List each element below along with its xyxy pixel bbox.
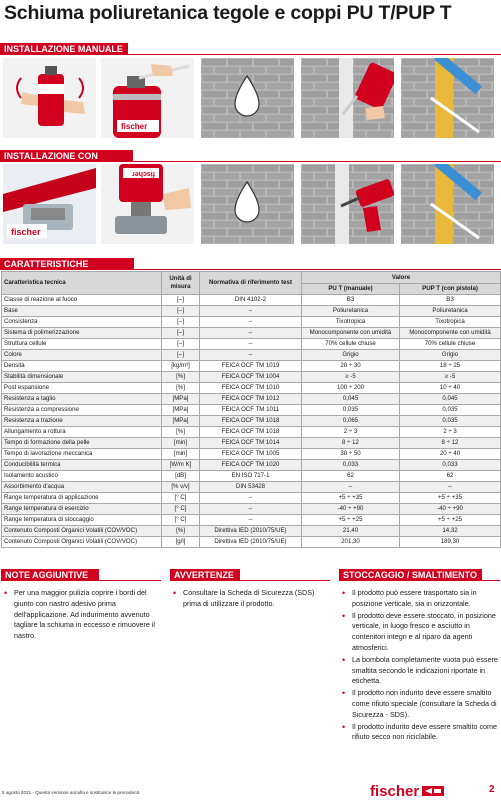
cell-unit: [° C] [162, 515, 200, 526]
cell-property: Assorbimento d'acqua [2, 482, 162, 493]
table-row [2, 493, 501, 504]
cell-property: Resistenza a taglio [2, 394, 162, 405]
cell-unit: [W/m K] [162, 460, 200, 471]
table-row [2, 405, 501, 416]
table-row [2, 350, 501, 361]
table-row [2, 383, 501, 394]
header-property: Caratteristica tecnica [2, 272, 162, 295]
cell-pup: 18 ÷ 25 [400, 361, 501, 372]
notes-list [4, 588, 162, 643]
cell-pu: 2 ÷ 3 [302, 427, 400, 438]
cell-pup: 20 ÷ 40 [400, 449, 501, 460]
cell-pup: -40 ÷ +90 [400, 504, 501, 515]
gun-step-5-cut-excess [401, 164, 494, 244]
header-manual: PU T (manuale) [302, 284, 400, 295]
cell-pu: 8 ÷ 12 [302, 438, 400, 449]
cell-pup: 2 ÷ 3 [400, 427, 501, 438]
logo-text: fischer [370, 783, 420, 799]
cell-unit: [min] [162, 449, 200, 460]
gun-step-2-screw-can [101, 164, 194, 244]
gun-step-3-wet-surface [201, 164, 294, 244]
cell-property: Range temperatura di esercizio [2, 504, 162, 515]
section-header-specs [0, 258, 501, 270]
cell-property: Range temperatura di applicazione [2, 493, 162, 504]
cell-unit: [–] [162, 295, 200, 306]
cell-unit: [%] [162, 383, 200, 394]
cell-standard: DIN 53428 [200, 482, 302, 493]
section-label-specs: CARATTERISTICHE [0, 258, 134, 270]
table-row [2, 339, 501, 350]
cell-standard: – [200, 493, 302, 504]
cell-unit: [MPa] [162, 405, 200, 416]
cell-property: Post espansione [2, 383, 162, 394]
storage-title: STOCCAGGIO / SMALTIMENTO [339, 569, 482, 581]
cell-property: Conducibilità termica [2, 460, 162, 471]
cell-unit: [° C] [162, 493, 200, 504]
cell-pup: Monocomponente con umidità [400, 328, 501, 339]
list-item: • Il prodotto può essere trasportato sia in posizione verticale, sia in orizzontale. [342, 588, 499, 610]
cell-unit: [–] [162, 328, 200, 339]
cell-standard: DIN 4102-2 [200, 295, 302, 306]
list-item: • Il prodotto indurito deve essere smaltito come rifiuto secco non riciclabile. [342, 722, 499, 744]
cell-standard: FEICA OCF TM 1018 [200, 416, 302, 427]
section-label-gun: INSTALLAZIONE CON [0, 150, 133, 162]
section-header-manual [0, 43, 501, 55]
cell-standard: Direttiva IED (2010/75/UE) [200, 526, 302, 537]
cell-pu: 0,035 [302, 405, 400, 416]
cell-unit: [–] [162, 350, 200, 361]
cell-pup: 189,30 [400, 537, 501, 548]
fischer-logo [370, 783, 448, 799]
cell-property: Resistenza a compressione [2, 405, 162, 416]
cell-property: Contenuto Composti Organici Volatili (COV/VOC) [2, 537, 162, 548]
page-title: Schiuma poliuretanica tegole e coppi PU T/PUP T [4, 2, 452, 24]
table-row [2, 372, 501, 383]
manual-step-1-shake-can [3, 58, 96, 138]
table-row [2, 295, 501, 306]
cell-standard: – [200, 317, 302, 328]
manual-step-4-fill-joint [301, 58, 394, 138]
notes-header [1, 569, 161, 581]
cell-pup: B3 [400, 295, 501, 306]
cell-pu: 201,30 [302, 537, 400, 548]
cell-pup: 0,033 [400, 460, 501, 471]
cell-standard: – [200, 504, 302, 515]
cell-pu: 21,40 [302, 526, 400, 537]
list-item: • Il prodotto deve essere stoccato, in posizione verticale, in luogo fresco e asciutto in contenitori integri e al riparo da agenti atmosferici. [342, 611, 499, 654]
cell-pu: +5 ÷ +25 [302, 515, 400, 526]
notes-title: NOTE AGGIUNTIVE [1, 569, 99, 581]
cell-pu: 20 ÷ 30 [302, 361, 400, 372]
cell-pup: 70% cellule chiuse [400, 339, 501, 350]
cell-pu: – [302, 482, 400, 493]
cell-pu: B3 [302, 295, 400, 306]
manual-step-3-wet-surface [201, 58, 294, 138]
header-standard: Normativa di riferimento test [200, 272, 302, 295]
cell-pu: Grigio [302, 350, 400, 361]
cell-property: Tempo di formazione della pelle [2, 438, 162, 449]
table-row [2, 317, 501, 328]
cell-standard: – [200, 350, 302, 361]
cell-pup: +5 ÷ +25 [400, 515, 501, 526]
table-row [2, 361, 501, 372]
cell-pu: Monocomponente con umidità [302, 328, 400, 339]
cell-unit: [–] [162, 339, 200, 350]
cell-unit: [dB] [162, 471, 200, 482]
cell-unit: [min] [162, 438, 200, 449]
header-gun: PUP T (con pistola) [400, 284, 501, 295]
cell-unit: [MPa] [162, 416, 200, 427]
table-row [2, 460, 501, 471]
table-row [2, 537, 501, 548]
cell-unit: [–] [162, 306, 200, 317]
cell-pup: 14,32 [400, 526, 501, 537]
cell-standard: FEICA OCF TM 1019 [200, 361, 302, 372]
cell-standard: EN ISO 717-1 [200, 471, 302, 482]
cell-pu: -40 ÷ +90 [302, 504, 400, 515]
can-brand-label: fischer [121, 122, 148, 131]
list-item: • Consultare la Scheda di Sicurezza (SDS) prima di utilizzare il prodotto. [173, 588, 328, 610]
table-row [2, 427, 501, 438]
specs-table [1, 271, 501, 548]
table-row [2, 306, 501, 317]
table-row [2, 482, 501, 493]
cell-property: Base [2, 306, 162, 317]
list-item: • Per una maggior pulizia coprire i bordi del giunto con nastro adesivo prima dell'applicazione. Ad indurimento avvenuto tagliare la schiuma in eccesso e rimuovere il nastro. [4, 588, 162, 642]
storage-header [339, 569, 500, 581]
cell-pu: 0,045 [302, 394, 400, 405]
cell-pup: +5 ÷ +35 [400, 493, 501, 504]
table-row [2, 449, 501, 460]
gun-brand-label: fischer [11, 227, 41, 237]
manual-step-5-cut-excess [401, 58, 494, 138]
warnings-header [170, 569, 330, 581]
cell-property: Sistema di polimerizzazione [2, 328, 162, 339]
cell-pu: 62 [302, 471, 400, 482]
cell-pup: 10 ÷ 40 [400, 383, 501, 394]
cell-standard: FEICA OCF TM 1004 [200, 372, 302, 383]
cell-unit: [g/l] [162, 537, 200, 548]
inverted-can-label: fischer [132, 170, 155, 177]
cell-pup: 62 [400, 471, 501, 482]
gun-step-4-fill-joint [301, 164, 394, 244]
cell-pup: 0,045 [400, 394, 501, 405]
list-item: • Il prodotto non indurito deve essere smaltito come rifiuto speciale (consultare la Scheda di Sicurezza - SDS). [342, 688, 499, 720]
cell-pup: 0,035 [400, 405, 501, 416]
table-row [2, 394, 501, 405]
table-row [2, 416, 501, 427]
cell-property: Struttura cellule [2, 339, 162, 350]
cell-pup: 0,035 [400, 416, 501, 427]
cell-standard: FEICA OCF TM 1014 [200, 438, 302, 449]
cell-pup: ≥ -5 [400, 372, 501, 383]
storage-list [342, 588, 499, 744]
cell-pu: Tixotropica [302, 317, 400, 328]
cell-pu: ≥ -5 [302, 372, 400, 383]
cell-unit: [%] [162, 372, 200, 383]
table-row [2, 515, 501, 526]
footer-disclaimer: 5 agosto 2021 - Questa versione annulla e sostituisce le precedenti. [2, 790, 141, 795]
warnings-list [173, 588, 328, 611]
section-header-gun [0, 150, 501, 162]
table-row [2, 438, 501, 449]
cell-pup: 8 ÷ 12 [400, 438, 501, 449]
cell-unit: [MPa] [162, 394, 200, 405]
cell-pup: Tixotropica [400, 317, 501, 328]
cell-standard: – [200, 515, 302, 526]
manual-step-2-attach-straw [101, 58, 194, 138]
cell-property: Classe di reazione al fuoco [2, 295, 162, 306]
cell-standard: Direttiva IED (2010/75/UE) [200, 537, 302, 548]
cell-pup: Grigio [400, 350, 501, 361]
table-row [2, 504, 501, 515]
cell-property: Isolamento acustico [2, 471, 162, 482]
cell-pu: +5 ÷ +35 [302, 493, 400, 504]
cell-unit: [%] [162, 427, 200, 438]
cell-standard: FEICA OCF TM 1018 [200, 427, 302, 438]
cell-pu: Poliuretanica [302, 306, 400, 317]
header-unit: Unità di misura [162, 272, 200, 295]
cell-property: Tempo di lavorazione meccanica [2, 449, 162, 460]
cell-unit: [–] [162, 317, 200, 328]
cell-standard: FEICA OCF TM 1011 [200, 405, 302, 416]
cell-unit: [%] [162, 526, 200, 537]
cell-pu: 70% cellule chiuse [302, 339, 400, 350]
list-item: • La bombola completamente vuota può essere smaltita secondo le indicazioni riportate in etichetta. [342, 655, 499, 687]
cell-property: Stabilità dimensionale [2, 372, 162, 383]
cell-standard: – [200, 339, 302, 350]
section-label-manual: INSTALLAZIONE MANUALE [0, 43, 128, 55]
header-value: Valore [302, 272, 501, 284]
cell-standard: FEICA OCF TM 1010 [200, 383, 302, 394]
cell-pu: 100 ÷ 200 [302, 383, 400, 394]
cell-property: Range temperatura di stoccaggio [2, 515, 162, 526]
cell-pu: 0,033 [302, 460, 400, 471]
page-number: 2 [489, 784, 495, 795]
gun-step-1-gun-and-can [3, 164, 96, 244]
cell-standard: FEICA OCF TM 1005 [200, 449, 302, 460]
cell-standard: FEICA OCF TM 1012 [200, 394, 302, 405]
cell-property: Resistenza a trazione [2, 416, 162, 427]
cell-pu: 30 ÷ 50 [302, 449, 400, 460]
table-row [2, 471, 501, 482]
cell-property: Densità [2, 361, 162, 372]
cell-unit: [° C] [162, 504, 200, 515]
cell-standard: – [200, 306, 302, 317]
cell-property: Colore [2, 350, 162, 361]
table-row [2, 328, 501, 339]
cell-standard: – [200, 328, 302, 339]
cell-pup: – [400, 482, 501, 493]
cell-unit: [kg/m³] [162, 361, 200, 372]
cell-standard: FEICA OCF TM 1020 [200, 460, 302, 471]
table-row [2, 526, 501, 537]
cell-unit: [% v/v] [162, 482, 200, 493]
warnings-title: AVVERTENZE [170, 569, 240, 581]
cell-pup: Poliuretanica [400, 306, 501, 317]
cell-property: Contenuto Composti Organici Volatili (COV/VOC) [2, 526, 162, 537]
cell-property: Consistenza [2, 317, 162, 328]
cell-pu: 0,065 [302, 416, 400, 427]
cell-property: Allungamento a rottura [2, 427, 162, 438]
